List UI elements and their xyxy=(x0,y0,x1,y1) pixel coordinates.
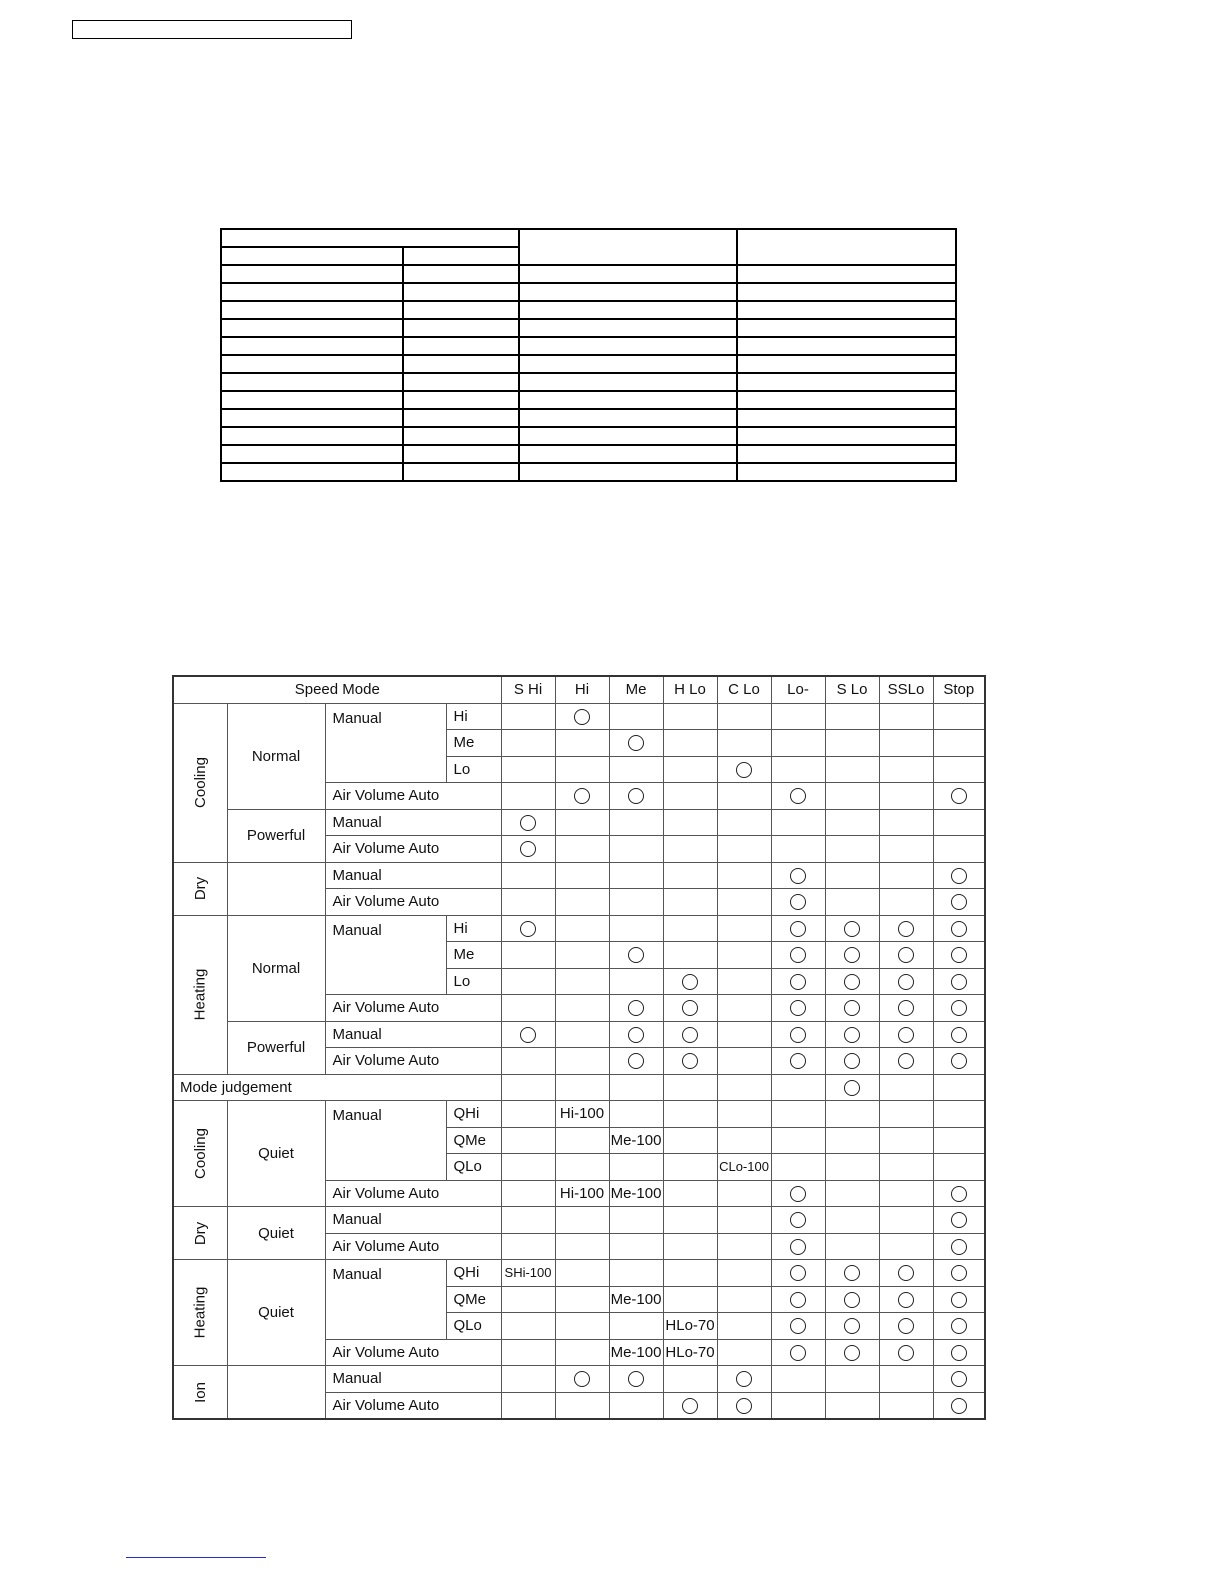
sub-qlo: QLo xyxy=(446,1313,501,1340)
selected-marker xyxy=(574,788,590,804)
selected-marker xyxy=(790,1239,806,1255)
subgroup-quiet: Quiet xyxy=(227,1207,325,1260)
selected-marker xyxy=(520,815,536,831)
table-row xyxy=(221,409,956,427)
selected-marker xyxy=(844,974,860,990)
sub-me: Me xyxy=(446,942,501,969)
table-row xyxy=(221,319,956,337)
subgroup-quiet: Quiet xyxy=(227,1260,325,1366)
table-row xyxy=(221,229,956,247)
column-header-c-lo: C Lo xyxy=(717,676,771,703)
selected-marker xyxy=(628,1027,644,1043)
blank-spec-table xyxy=(220,228,957,482)
group-heating-quiet: Heating xyxy=(173,1260,227,1366)
selected-marker xyxy=(951,1053,967,1069)
footer-link-underline[interactable] xyxy=(126,1557,266,1558)
table-row xyxy=(221,391,956,409)
selected-marker xyxy=(520,921,536,937)
selected-marker xyxy=(844,1265,860,1281)
selected-marker xyxy=(628,735,644,751)
op-air-volume-auto: Air Volume Auto xyxy=(325,1339,501,1366)
selected-marker xyxy=(790,1000,806,1016)
selected-marker xyxy=(951,1186,967,1202)
sub-qme: QMe xyxy=(446,1127,501,1154)
selected-marker xyxy=(844,1000,860,1016)
table-row xyxy=(173,1074,985,1101)
selected-marker xyxy=(790,1345,806,1361)
selected-marker xyxy=(951,974,967,990)
sub-lo: Lo xyxy=(446,968,501,995)
selected-marker xyxy=(951,1292,967,1308)
op-manual: Manual xyxy=(325,915,446,995)
selected-marker xyxy=(898,921,914,937)
selected-marker xyxy=(951,1265,967,1281)
subgroup-normal: Normal xyxy=(227,915,325,1021)
table-row xyxy=(173,703,985,730)
group-ion: Ion xyxy=(173,1366,227,1420)
selected-marker xyxy=(790,1292,806,1308)
selected-marker xyxy=(951,894,967,910)
selected-marker xyxy=(790,1212,806,1228)
op-air-volume-auto: Air Volume Auto xyxy=(325,1048,501,1075)
selected-marker xyxy=(844,1027,860,1043)
selected-marker xyxy=(951,1000,967,1016)
sub-qhi: QHi xyxy=(446,1101,501,1128)
selected-marker xyxy=(898,1265,914,1281)
selected-marker xyxy=(844,1345,860,1361)
table-cell xyxy=(519,229,737,265)
value-clo-100: CLo-100 xyxy=(717,1154,771,1181)
column-header-h-lo: H Lo xyxy=(663,676,717,703)
selected-marker xyxy=(951,1027,967,1043)
selected-marker xyxy=(790,1265,806,1281)
group-heating: Heating xyxy=(173,915,227,1074)
group-cooling: Cooling xyxy=(173,703,227,862)
selected-marker xyxy=(898,1318,914,1334)
fan-speed-mode-table xyxy=(172,675,986,1420)
selected-marker xyxy=(682,974,698,990)
value-me-100: Me-100 xyxy=(609,1286,663,1313)
selected-marker xyxy=(790,921,806,937)
op-air-volume-auto: Air Volume Auto xyxy=(325,836,501,863)
selected-marker xyxy=(844,921,860,937)
column-header-hi: Hi xyxy=(555,676,609,703)
selected-marker xyxy=(682,1398,698,1414)
selected-marker xyxy=(520,1027,536,1043)
selected-marker xyxy=(790,1318,806,1334)
selected-marker xyxy=(844,1080,860,1096)
selected-marker xyxy=(951,947,967,963)
op-manual: Manual xyxy=(325,809,501,836)
subgroup-powerful: Powerful xyxy=(227,809,325,862)
table-row xyxy=(221,373,956,391)
sub-hi: Hi xyxy=(446,703,501,730)
table-cell xyxy=(221,247,403,265)
selected-marker xyxy=(898,1000,914,1016)
selected-marker xyxy=(682,1027,698,1043)
table-row xyxy=(221,427,956,445)
selected-marker xyxy=(790,788,806,804)
subgroup-quiet: Quiet xyxy=(227,1101,325,1207)
selected-marker xyxy=(790,974,806,990)
selected-marker xyxy=(898,1053,914,1069)
group-dry: Dry xyxy=(173,862,227,915)
selected-marker xyxy=(951,1398,967,1414)
table-row xyxy=(221,283,956,301)
table-row xyxy=(221,265,956,283)
op-manual: Manual xyxy=(325,703,446,783)
selected-marker xyxy=(628,1000,644,1016)
op-manual: Manual xyxy=(325,1260,446,1340)
op-air-volume-auto: Air Volume Auto xyxy=(325,995,501,1022)
selected-marker xyxy=(951,1239,967,1255)
op-air-volume-auto: Air Volume Auto xyxy=(325,1392,501,1419)
document-header-box xyxy=(72,20,352,39)
selected-marker xyxy=(790,894,806,910)
selected-marker xyxy=(844,1292,860,1308)
selected-marker xyxy=(844,1053,860,1069)
selected-marker xyxy=(844,1318,860,1334)
op-manual: Manual xyxy=(325,1021,501,1048)
column-header-sslo: SSLo xyxy=(879,676,933,703)
sub-lo: Lo xyxy=(446,756,501,783)
column-header-lo-minus: Lo- xyxy=(771,676,825,703)
subgroup-empty xyxy=(227,862,325,915)
selected-marker xyxy=(790,1027,806,1043)
speed-mode-header: Speed Mode xyxy=(173,676,501,703)
op-manual: Manual xyxy=(325,1207,501,1234)
table-row xyxy=(221,355,956,373)
value-hlo-70: HLo-70 xyxy=(663,1339,717,1366)
selected-marker xyxy=(951,1318,967,1334)
table-row xyxy=(173,862,985,889)
op-air-volume-auto: Air Volume Auto xyxy=(325,1180,501,1207)
column-header-s-lo: S Lo xyxy=(825,676,879,703)
value-me-100: Me-100 xyxy=(609,1339,663,1366)
table-cell xyxy=(737,229,956,265)
table-cell xyxy=(221,229,519,247)
selected-marker xyxy=(628,947,644,963)
group-cooling-quiet: Cooling xyxy=(173,1101,227,1207)
selected-marker xyxy=(951,1371,967,1387)
selected-marker xyxy=(790,947,806,963)
value-hi-100: Hi-100 xyxy=(555,1180,609,1207)
group-dry-quiet: Dry xyxy=(173,1207,227,1260)
table-row xyxy=(173,915,985,942)
sub-qme: QMe xyxy=(446,1286,501,1313)
table-row xyxy=(173,1260,985,1287)
header-row xyxy=(173,676,985,703)
table-row xyxy=(173,1207,985,1234)
subgroup-empty xyxy=(227,1366,325,1420)
subgroup-normal: Normal xyxy=(227,703,325,809)
selected-marker xyxy=(951,868,967,884)
value-hlo-70: HLo-70 xyxy=(663,1313,717,1340)
selected-marker xyxy=(682,1000,698,1016)
selected-marker xyxy=(790,868,806,884)
selected-marker xyxy=(736,1398,752,1414)
value-me-100: Me-100 xyxy=(609,1180,663,1207)
op-air-volume-auto: Air Volume Auto xyxy=(325,889,501,916)
sub-qhi: QHi xyxy=(446,1260,501,1287)
op-manual: Manual xyxy=(325,1366,501,1393)
column-header-s-hi: S Hi xyxy=(501,676,555,703)
table-row xyxy=(221,337,956,355)
selected-marker xyxy=(951,788,967,804)
subgroup-powerful: Powerful xyxy=(227,1021,325,1074)
selected-marker xyxy=(520,841,536,857)
sub-hi: Hi xyxy=(446,915,501,942)
op-manual: Manual xyxy=(325,862,501,889)
selected-marker xyxy=(736,1371,752,1387)
op-manual: Manual xyxy=(325,1101,446,1181)
selected-marker xyxy=(951,1212,967,1228)
selected-marker xyxy=(682,1053,698,1069)
selected-marker xyxy=(898,974,914,990)
selected-marker xyxy=(574,1371,590,1387)
selected-marker xyxy=(951,1345,967,1361)
table-row xyxy=(173,809,985,836)
value-shi-100: SHi-100 xyxy=(501,1260,555,1287)
selected-marker xyxy=(898,1292,914,1308)
value-me-100: Me-100 xyxy=(609,1127,663,1154)
op-air-volume-auto: Air Volume Auto xyxy=(325,783,501,810)
sub-qlo: QLo xyxy=(446,1154,501,1181)
selected-marker xyxy=(951,921,967,937)
table-row xyxy=(221,301,956,319)
value-hi-100: Hi-100 xyxy=(555,1101,609,1128)
table-row xyxy=(173,1021,985,1048)
selected-marker xyxy=(898,1345,914,1361)
column-header-me: Me xyxy=(609,676,663,703)
selected-marker xyxy=(574,709,590,725)
table-cell xyxy=(403,247,519,265)
column-header-stop: Stop xyxy=(933,676,985,703)
selected-marker xyxy=(844,947,860,963)
mode-judgement-label: Mode judgement xyxy=(173,1074,501,1101)
sub-me: Me xyxy=(446,730,501,757)
selected-marker xyxy=(628,1371,644,1387)
selected-marker xyxy=(898,947,914,963)
op-air-volume-auto: Air Volume Auto xyxy=(325,1233,501,1260)
table-row xyxy=(173,1366,985,1393)
selected-marker xyxy=(790,1053,806,1069)
table-row xyxy=(221,463,956,481)
table-row xyxy=(221,445,956,463)
selected-marker xyxy=(736,762,752,778)
selected-marker xyxy=(628,1053,644,1069)
selected-marker xyxy=(898,1027,914,1043)
selected-marker xyxy=(628,788,644,804)
selected-marker xyxy=(790,1186,806,1202)
table-row xyxy=(173,1101,985,1128)
